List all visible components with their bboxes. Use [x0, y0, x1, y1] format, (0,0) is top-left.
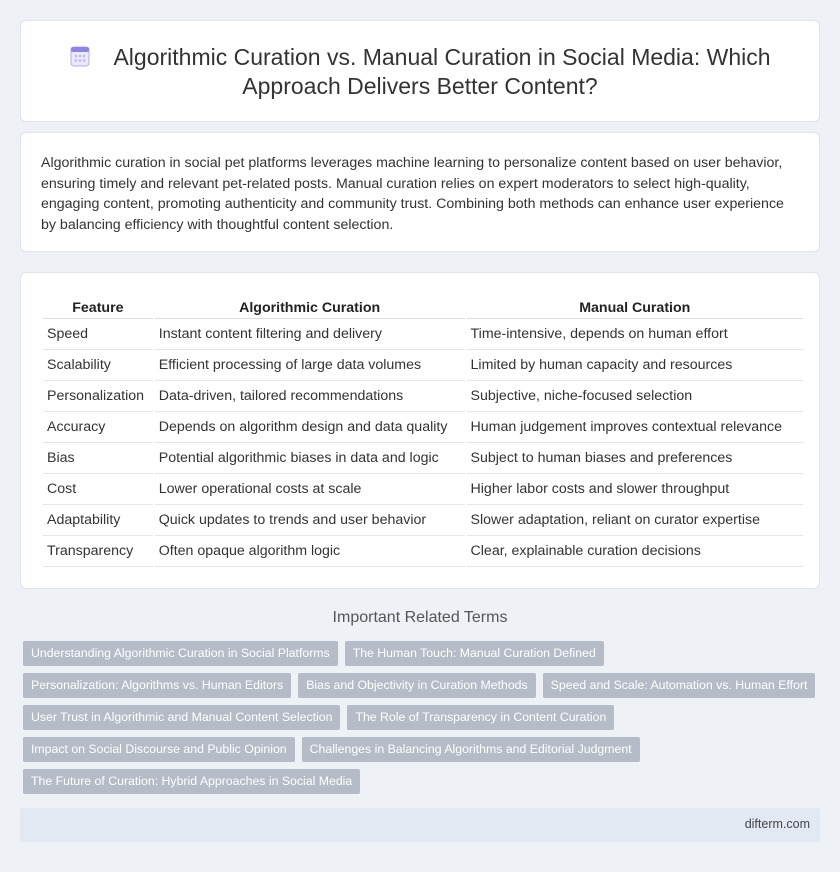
manual-cell: Limited by human capacity and resources: [467, 350, 803, 381]
algorithmic-cell: Instant content filtering and delivery: [155, 319, 465, 350]
tag-row: [23, 641, 813, 673]
footer: [20, 808, 820, 842]
related-terms-list: [23, 641, 813, 801]
related-term-link[interactable]: The Future of Curation: Hybrid Approaches in Social Media: [23, 769, 360, 794]
table-row: [43, 505, 803, 536]
related-term-link[interactable]: Bias and Objectivity in Curation Methods: [298, 673, 535, 698]
table-row: [43, 319, 803, 350]
table-row: [43, 474, 803, 505]
algorithmic-cell: Quick updates to trends and user behavior: [155, 505, 465, 536]
feature-cell: Personalization: [43, 381, 153, 412]
tag-row: [23, 737, 813, 769]
related-term-link[interactable]: Challenges in Balancing Algorithms and Editorial Judgment: [302, 737, 640, 762]
feature-cell: Scalability: [43, 350, 153, 381]
manual-cell: Clear, explainable curation decisions: [467, 536, 803, 567]
table-row: [43, 381, 803, 412]
related-term-link[interactable]: The Role of Transparency in Content Curation: [347, 705, 614, 730]
manual-cell: Human judgement improves contextual relevance: [467, 412, 803, 443]
comparison-card: [20, 272, 820, 589]
manual-cell: Subject to human biases and preferences: [467, 443, 803, 474]
title-card: [20, 20, 820, 122]
page-title-text: Algorithmic Curation vs. Manual Curation in Social Media: Which Approach Delivers Better Content?: [113, 44, 771, 99]
related-terms-heading: Important Related Terms: [332, 609, 508, 626]
algorithmic-cell: Often opaque algorithm logic: [155, 536, 465, 567]
header-feature: Feature: [43, 295, 153, 319]
page-title: [61, 43, 779, 101]
algorithmic-cell: Lower operational costs at scale: [155, 474, 465, 505]
algorithmic-cell: Efficient processing of large data volumes: [155, 350, 465, 381]
table-row: [43, 412, 803, 443]
table-row: [43, 350, 803, 381]
document-calendar-icon: [69, 45, 91, 67]
intro-card: [20, 132, 820, 252]
feature-cell: Accuracy: [43, 412, 153, 443]
tag-row: [23, 705, 813, 737]
table-header-row: [43, 295, 803, 319]
related-term-link[interactable]: User Trust in Algorithmic and Manual Content Selection: [23, 705, 340, 730]
related-term-link[interactable]: Impact on Social Discourse and Public Opinion: [23, 737, 295, 762]
algorithmic-cell: Potential algorithmic biases in data and logic: [155, 443, 465, 474]
manual-cell: Subjective, niche-focused selection: [467, 381, 803, 412]
header-algorithmic: Algorithmic Curation: [155, 295, 465, 319]
algorithmic-cell: Depends on algorithm design and data quality: [155, 412, 465, 443]
tag-row: [23, 769, 813, 801]
header-manual: Manual Curation: [467, 295, 803, 319]
feature-cell: Transparency: [43, 536, 153, 567]
tag-row: [23, 673, 813, 705]
feature-cell: Speed: [43, 319, 153, 350]
feature-cell: Cost: [43, 474, 153, 505]
footer-site-link[interactable]: difterm.com: [744, 817, 810, 831]
manual-cell: Time-intensive, depends on human effort: [467, 319, 803, 350]
table-row: [43, 443, 803, 474]
related-term-link[interactable]: The Human Touch: Manual Curation Defined: [345, 641, 604, 666]
feature-cell: Bias: [43, 443, 153, 474]
table-row: [43, 536, 803, 567]
comparison-table: [41, 295, 805, 567]
intro-paragraph: Algorithmic curation in social pet platforms leverages machine learning to personalize content based on user behavior, ensuring timely and relevant pet-related posts. Manual curation relies on expert moderators to select high-quality, engaging content, promoting authenticity and community trust. Combining both methods can enhance user experience by balancing efficiency with thoughtful content selection.: [41, 155, 784, 233]
related-term-link[interactable]: Understanding Algorithmic Curation in Social Platforms: [23, 641, 338, 666]
algorithmic-cell: Data-driven, tailored recommendations: [155, 381, 465, 412]
feature-cell: Adaptability: [43, 505, 153, 536]
related-term-link[interactable]: Personalization: Algorithms vs. Human Editors: [23, 673, 291, 698]
manual-cell: Slower adaptation, reliant on curator expertise: [467, 505, 803, 536]
related-term-link[interactable]: Speed and Scale: Automation vs. Human Effort: [543, 673, 816, 698]
manual-cell: Higher labor costs and slower throughput: [467, 474, 803, 505]
